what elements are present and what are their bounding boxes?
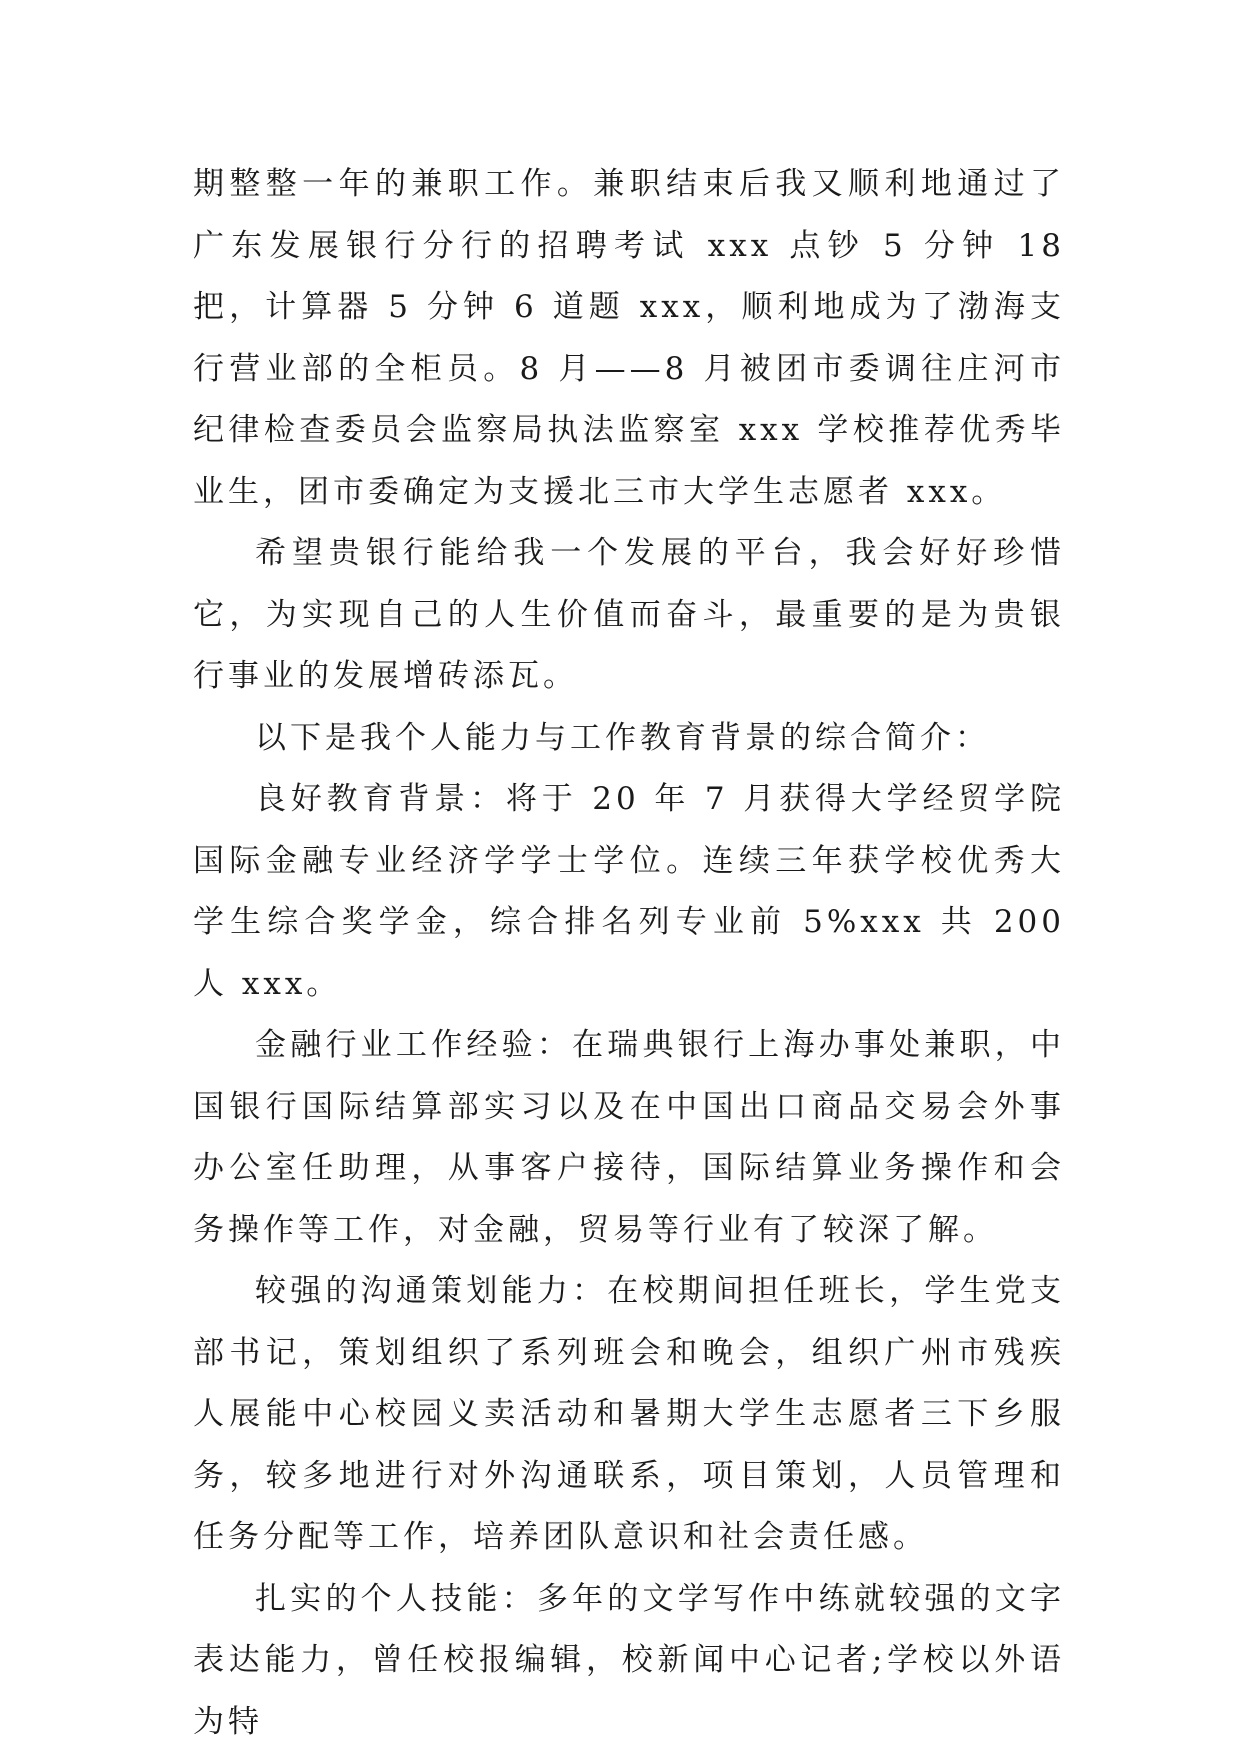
paragraph-education-background: 良好教育背景：将于 20 年 7 月获得大学经贸学院国际金融专业经济学学士学位。连续三年获学校优秀大学生综合奖学金，综合排名列专业前 5%xxx 共 200 人 xxx。 xyxy=(193,781,1065,1002)
paragraph-intro-summary: 以下是我个人能力与工作教育背景的综合简介： xyxy=(255,719,990,756)
paragraph-communication-skills: 较强的沟通策划能力：在校期间担任班长，学生党支部书记，策划组织了系列班会和晚会，组织广州市残疾人展能中心校园义卖活动和暑期大学生志愿者三下乡服务，较多地进行对外沟通联系，项目策划，人员管理和任务分配等工作，培养团队意识和社会责任感。 xyxy=(193,1273,1065,1555)
document-body xyxy=(193,154,1065,1753)
paragraph-personal-skills: 扎实的个人技能：多年的文学写作中练就较强的文字表达能力，曾任校报编辑，校新闻中心记者;学校以外语为特 xyxy=(193,1580,1065,1740)
paragraph-finance-experience: 金融行业工作经验：在瑞典银行上海办事处兼职，中国银行国际结算部实习以及在中国出口商品交易会外事办公室任助理，从事客户接待，国际结算业务操作和会务操作等工作，对金融，贸易等行业有了较深了解。 xyxy=(193,1027,1065,1248)
paragraph-part-time-work: 期整整一年的兼职工作。兼职结束后我又顺利地通过了广东发展银行分行的招聘考试 xxx 点钞 5 分钟 18 把，计算器 5 分钟 6 道题 xxx，顺利地成为了渤海支行营业部的全柜员。8 月——8 月被团市委调往庄河市纪律检查委员会监察局执法监察室 xxx 学校推荐优秀毕业生，团市委确定为支援北三市大学生志愿者 xxx。 xyxy=(193,166,1065,510)
paragraph-hope-platform: 希望贵银行能给我一个发展的平台，我会好好珍惜它，为实现自己的人生价值而奋斗，最重要的是为贵银行事业的发展增砖添瓦。 xyxy=(193,535,1065,694)
